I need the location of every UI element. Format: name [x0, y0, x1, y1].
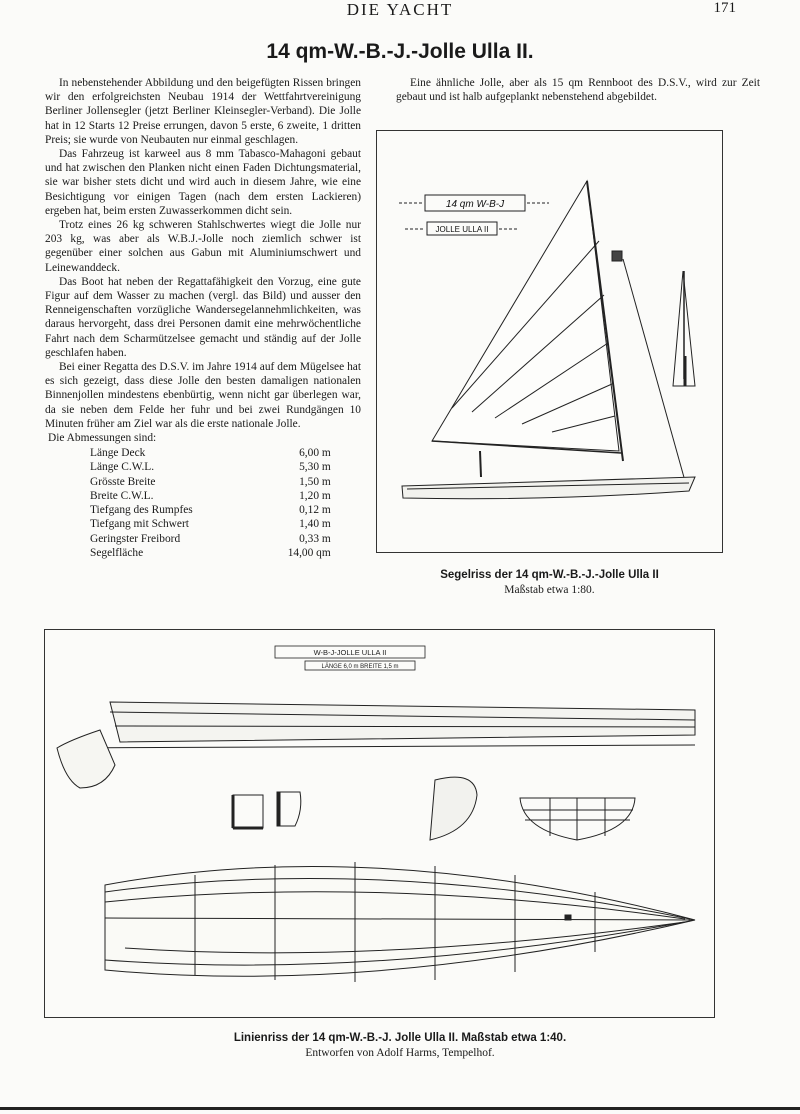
lines-plan-drawing	[45, 630, 714, 1017]
sail-plan-caption	[376, 568, 723, 598]
dimensions-table	[90, 446, 331, 560]
lines-plan-caption	[0, 1031, 800, 1061]
page-number: 171	[713, 0, 736, 16]
dimension-row	[90, 517, 331, 531]
bottom-border	[0, 1107, 800, 1110]
paragraph: Eine ähnliche Jolle, aber als 15 qm Rennboot des D.S.V., wird zur Zeit gebaut und ist halb aufgeplankt nebenstehend abgebildet.	[396, 77, 760, 104]
sail-plan-caption-title: Segelriss der 14 qm-W.-B.-J.-Jolle Ulla II	[440, 569, 659, 581]
dimension-value: 14,00 qm	[287, 546, 331, 559]
sail-plan-figure	[376, 130, 723, 553]
lines-plan-caption-title: Linienriss der 14 qm-W.-B.-J. Jolle Ulla II. Maßstab etwa 1:40.	[233, 1032, 567, 1044]
dimensions-intro: Die Abmessungen sind:	[48, 432, 157, 445]
dimension-value: 1,20 m	[299, 489, 331, 502]
dimension-label: Tiefgang mit Schwert	[90, 518, 189, 531]
dimension-label: Grösste Breite	[90, 475, 156, 488]
paragraph: Das Fahrzeug ist karweel aus 8 mm Tabasco-Mahagoni gebaut und hat zwischen den Planken nicht einen Faden Dichtungsmaterial, sie war bisher stets dicht und wird auch in diesem Jahre, wie eine Besichtigung vor einigen Tagen (nach dem ersten Lackieren) ergeben hat, beim ersten Zuwasserkommen dicht sein.	[45, 148, 361, 217]
lines-plan-name-label: W-B-J-JOLLE ULLA II	[313, 648, 387, 657]
lines-plan-caption-designer: Entworfen von Adolf Harms, Tempelhof.	[305, 1047, 495, 1059]
dimension-value: 0,12 m	[299, 504, 331, 517]
dimension-value: 1,40 m	[299, 518, 331, 531]
sail-plan-name-label: JOLLE ULLA II	[435, 225, 489, 234]
right-text-column	[396, 76, 760, 104]
sail-plan-drawing	[377, 131, 722, 552]
dimension-row	[90, 489, 331, 503]
dimension-value: 5,30 m	[299, 461, 331, 474]
dimension-value: 6,00 m	[299, 447, 331, 460]
dimension-value: 1,50 m	[299, 475, 331, 488]
lines-plan-sub-label: LÄNGE 6,0 m BREITE 1,5 m	[321, 664, 399, 670]
dimension-row	[90, 460, 331, 474]
sail-plan-class-label: 14 qm W-B-J	[445, 199, 505, 210]
paragraph: Trotz eines 26 kg schweren Stahlschwertes wiegt die Jolle nur 203 kg, was aber als W.B.J.-Jolle noch ziemlich schwer ist gegenüber einer solchen aus Gabun mit Aluminiumschwert und Leinewanddeck.	[45, 219, 361, 274]
article-title: 14 qm-W.-B.-J.-Jolle Ulla II.	[266, 40, 534, 63]
magazine-header: DIE YACHT	[346, 0, 454, 19]
dimension-label: Geringster Freibord	[90, 532, 181, 545]
dimension-value: 0,33 m	[299, 532, 331, 545]
dimension-row	[90, 503, 331, 517]
paragraph: Bei einer Regatta des D.S.V. im Jahre 1914 auf dem Mügelsee hat es sich gezeigt, dass diese Jolle den besten damaligen nationalen Binnenjollen mindestens ebenbürtig, wenn nicht gar überlegen war, da sie neben dem Felde her fuhr und bei zwei Rundgängen 10 Minuten früher am Ziel war als die erste nationale Jolle.	[45, 361, 361, 430]
sail-plan-caption-scale: Maßstab etwa 1:80.	[504, 584, 595, 596]
dimension-row	[90, 475, 331, 489]
left-text-column	[45, 76, 361, 560]
dimension-label: Segelfläche	[90, 546, 144, 559]
dimension-label: Länge C.W.L.	[90, 461, 155, 474]
dimension-row	[90, 446, 331, 460]
dimension-label: Länge Deck	[90, 447, 146, 460]
dimension-label: Tiefgang des Rumpfes	[90, 504, 193, 517]
dimension-row	[90, 532, 331, 546]
dimension-row	[90, 546, 331, 560]
paragraph: In nebenstehender Abbildung und den beigefügten Rissen bringen wir den erfolgreichsten Neubau 1914 der Wettfahrtvereinigung Berliner Jollensegler (jetzt Berliner Kleinsegler-Verband). Die Jolle hat in 12 Starts 12 Preise errungen, davon 5 erste, 6 zweite, 1 dritten Preis; sie wurde von Neubauten nur einmal geschlagen.	[45, 77, 361, 146]
dimension-label: Breite C.W.L.	[90, 489, 154, 502]
lines-plan-figure	[44, 629, 715, 1018]
paragraph: Das Boot hat neben der Regattafähigkeit den Vorzug, eine gute Figur auf dem Wasser zu machen (vergl. das Bild) und ausser den Renneigenschaften vorzügliche Wandersegelannehmlichkeiten, was daraus hervorgeht, dass drei Personen damit eine mehrwöchentliche Fahrt nach dem Scharmützelsee gemacht und ständig auf der Jolle geschlafen haben.	[45, 275, 361, 359]
